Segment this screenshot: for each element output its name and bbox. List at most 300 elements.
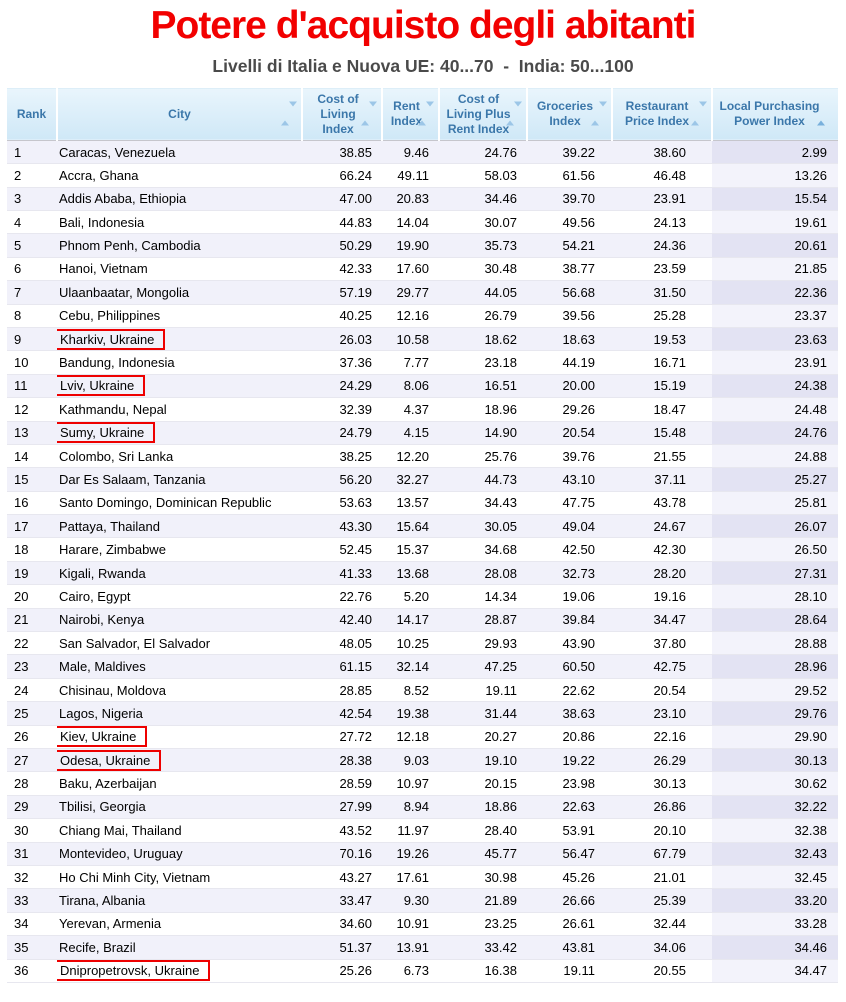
groceries-cell: 38.77: [527, 257, 612, 280]
restaurant-price-cell: 34.06: [612, 936, 712, 959]
cost-of-living-cell: 50.29: [302, 234, 382, 257]
sort-both-icon: [591, 107, 607, 122]
city-label: San Salvador, El Salvador: [59, 635, 211, 651]
restaurant-price-cell: 38.60: [612, 140, 712, 163]
rank-cell: 3: [7, 187, 57, 210]
city-label: Nairobi, Kenya: [59, 612, 145, 628]
cost-of-living-plus-rent-cell: 34.68: [439, 538, 527, 561]
rank-cell: 7: [7, 281, 57, 304]
city-label: Chisinau, Moldova: [59, 682, 166, 698]
table-row: [7, 538, 838, 561]
rank-cell: 32: [7, 865, 57, 888]
rent-index-cell: 9.46: [382, 140, 439, 163]
table-row: [7, 468, 838, 491]
rent-index-cell: 17.61: [382, 865, 439, 888]
page-subtitle: Livelli di Italia e Nuova UE: 40...70 - India: 50...100: [212, 55, 634, 76]
purchasing-power-cell: 25.27: [712, 468, 838, 491]
cost-of-living-plus-rent-cell: 18.62: [439, 327, 527, 350]
rent-index-cell: 8.52: [382, 678, 439, 701]
cost-of-living-plus-rent-cell: 44.05: [439, 281, 527, 304]
cost-of-living-cell: 48.05: [302, 632, 382, 655]
restaurant-price-cell: 15.48: [612, 421, 712, 444]
city-label-highlighted: Kharkiv, Ukraine: [57, 329, 165, 350]
cost-of-living-plus-rent-cell: 19.10: [439, 749, 527, 772]
purchasing-power-cell: 28.10: [712, 585, 838, 608]
rent-index-cell: 4.15: [382, 421, 439, 444]
groceries-cell: 22.63: [527, 795, 612, 818]
restaurant-price-cell: 22.16: [612, 725, 712, 748]
cost-of-living-cell: 42.54: [302, 702, 382, 725]
purchasing-power-cell: 20.61: [712, 234, 838, 257]
city-label: Montevideo, Uruguay: [59, 846, 183, 862]
city-cell: [57, 865, 302, 888]
restaurant-price-cell: 67.79: [612, 842, 712, 865]
cost-of-living-plus-rent-cell: 28.87: [439, 608, 527, 631]
table-row: [7, 561, 838, 584]
groceries-cell: 18.63: [527, 327, 612, 350]
column-header-cost-of-living-plus-rent[interactable]: [439, 88, 527, 140]
purchasing-power-cell: 23.91: [712, 351, 838, 374]
table-row: [7, 374, 838, 397]
city-label: Ho Chi Minh City, Vietnam: [59, 869, 211, 885]
city-label: Kathmandu, Nepal: [59, 401, 167, 417]
restaurant-price-cell: 43.78: [612, 491, 712, 514]
groceries-cell: 43.10: [527, 468, 612, 491]
cost-of-living-cell: 42.33: [302, 257, 382, 280]
table-row: [7, 211, 838, 234]
rank-cell: 24: [7, 678, 57, 701]
cost-of-living-cell: 32.39: [302, 398, 382, 421]
groceries-cell: 23.98: [527, 772, 612, 795]
table-header: [7, 88, 838, 140]
city-label: Recife, Brazil: [59, 939, 136, 955]
cost-of-living-cell: 34.60: [302, 912, 382, 935]
cost-of-living-cell: 33.47: [302, 889, 382, 912]
purchasing-power-cell: 13.26: [712, 164, 838, 187]
city-cell: [57, 211, 302, 234]
cost-of-living-cell: 27.72: [302, 725, 382, 748]
sort-both-icon: [361, 107, 377, 122]
table-row: [7, 608, 838, 631]
city-cell: [57, 959, 302, 982]
table-row: [7, 327, 838, 350]
rent-index-cell: 15.37: [382, 538, 439, 561]
restaurant-price-cell: 28.20: [612, 561, 712, 584]
purchasing-power-cell: 32.22: [712, 795, 838, 818]
city-cell: [57, 561, 302, 584]
rent-index-cell: 10.58: [382, 327, 439, 350]
city-cell: [57, 515, 302, 538]
city-label: Hanoi, Vietnam: [59, 261, 148, 277]
rank-cell: 8: [7, 304, 57, 327]
city-label: Yerevan, Armenia: [59, 916, 162, 932]
restaurant-price-cell: 18.47: [612, 398, 712, 421]
cost-of-living-cell: 52.45: [302, 538, 382, 561]
cost-of-living-cell: 27.99: [302, 795, 382, 818]
city-cell: [57, 398, 302, 421]
groceries-cell: 32.73: [527, 561, 612, 584]
cost-of-living-cell: 24.29: [302, 374, 382, 397]
city-cell: [57, 491, 302, 514]
city-label: Addis Ababa, Ethiopia: [59, 191, 187, 207]
rent-index-cell: 11.97: [382, 819, 439, 842]
restaurant-price-cell: 32.44: [612, 912, 712, 935]
city-label: Accra, Ghana: [59, 167, 139, 183]
sort-ascending-icon: [817, 107, 825, 122]
restaurant-price-cell: 20.55: [612, 959, 712, 982]
restaurant-price-cell: 24.13: [612, 211, 712, 234]
groceries-cell: 20.00: [527, 374, 612, 397]
table-row: [7, 819, 838, 842]
table-header-row: [7, 88, 838, 140]
restaurant-price-cell: 16.71: [612, 351, 712, 374]
rank-cell: 20: [7, 585, 57, 608]
table-row: [7, 749, 838, 772]
cost-of-living-plus-rent-cell: 20.27: [439, 725, 527, 748]
groceries-cell: 19.06: [527, 585, 612, 608]
table-body: [7, 140, 838, 982]
city-cell: [57, 257, 302, 280]
city-label-highlighted: Odesa, Ukraine: [57, 750, 161, 771]
groceries-cell: 43.90: [527, 632, 612, 655]
rank-cell: 23: [7, 655, 57, 678]
table-row: [7, 515, 838, 538]
rank-cell: 19: [7, 561, 57, 584]
purchasing-power-cell: 26.07: [712, 515, 838, 538]
city-cell: [57, 281, 302, 304]
cost-of-living-plus-rent-cell: 47.25: [439, 655, 527, 678]
purchasing-power-cell: 32.43: [712, 842, 838, 865]
city-cell: [57, 795, 302, 818]
restaurant-price-cell: 42.75: [612, 655, 712, 678]
restaurant-price-cell: 37.80: [612, 632, 712, 655]
column-header-groceries[interactable]: [527, 88, 612, 140]
cost-of-living-plus-rent-cell: 14.34: [439, 585, 527, 608]
rent-index-cell: 49.11: [382, 164, 439, 187]
city-cell: [57, 327, 302, 350]
cost-of-living-cell: 47.00: [302, 187, 382, 210]
table-row: [7, 444, 838, 467]
restaurant-price-cell: 19.16: [612, 585, 712, 608]
cost-of-living-cell: 57.19: [302, 281, 382, 304]
groceries-cell: 39.84: [527, 608, 612, 631]
cost-of-living-cell: 37.36: [302, 351, 382, 374]
purchasing-power-cell: 32.45: [712, 865, 838, 888]
rent-index-cell: 14.04: [382, 211, 439, 234]
rank-cell: 18: [7, 538, 57, 561]
groceries-cell: 44.19: [527, 351, 612, 374]
city-cell: [57, 655, 302, 678]
restaurant-price-cell: 30.13: [612, 772, 712, 795]
table-row: [7, 912, 838, 935]
restaurant-price-cell: 25.39: [612, 889, 712, 912]
purchasing-power-cell: 15.54: [712, 187, 838, 210]
cost-of-living-plus-rent-cell: 14.90: [439, 421, 527, 444]
cost-of-living-cell: 53.63: [302, 491, 382, 514]
rank-cell: 28: [7, 772, 57, 795]
rent-index-cell: 19.90: [382, 234, 439, 257]
rank-cell: 1: [7, 140, 57, 163]
rank-cell: 13: [7, 421, 57, 444]
city-cell: [57, 772, 302, 795]
restaurant-price-cell: 25.28: [612, 304, 712, 327]
cost-of-living-plus-rent-cell: 24.76: [439, 140, 527, 163]
rent-index-cell: 12.18: [382, 725, 439, 748]
sort-both-icon: [281, 107, 297, 122]
table-row: [7, 234, 838, 257]
rank-cell: 26: [7, 725, 57, 748]
groceries-cell: 22.62: [527, 678, 612, 701]
cost-of-living-plus-rent-cell: 16.51: [439, 374, 527, 397]
rank-cell: 16: [7, 491, 57, 514]
groceries-cell: 29.26: [527, 398, 612, 421]
cost-of-living-table: [7, 88, 838, 983]
restaurant-price-cell: 23.91: [612, 187, 712, 210]
groceries-cell: 19.22: [527, 749, 612, 772]
restaurant-price-cell: 46.48: [612, 164, 712, 187]
city-label: Bali, Indonesia: [59, 214, 145, 230]
rent-index-cell: 8.94: [382, 795, 439, 818]
cost-of-living-plus-rent-cell: 20.15: [439, 772, 527, 795]
purchasing-power-cell: 25.81: [712, 491, 838, 514]
rank-cell: 15: [7, 468, 57, 491]
city-label: Dar Es Salaam, Tanzania: [59, 472, 206, 487]
rent-index-cell: 19.26: [382, 842, 439, 865]
purchasing-power-cell: 29.90: [712, 725, 838, 748]
rank-cell: 29: [7, 795, 57, 818]
column-header-rent[interactable]: [382, 88, 439, 140]
cost-of-living-plus-rent-cell: 44.73: [439, 468, 527, 491]
column-label: Groceries Index: [536, 99, 594, 129]
city-cell: [57, 725, 302, 748]
city-label: Chiang Mai, Thailand: [59, 822, 182, 838]
city-label: Cebu, Philippines: [59, 308, 161, 324]
column-label: Local Purchasing Power Index: [719, 99, 820, 129]
table-row: [7, 936, 838, 959]
city-cell: [57, 234, 302, 257]
table-row: [7, 140, 838, 163]
rank-cell: 14: [7, 444, 57, 467]
city-cell: [57, 608, 302, 631]
rent-index-cell: 5.20: [382, 585, 439, 608]
table-row: [7, 257, 838, 280]
restaurant-price-cell: 26.29: [612, 749, 712, 772]
rank-cell: 21: [7, 608, 57, 631]
restaurant-price-cell: 26.86: [612, 795, 712, 818]
cost-of-living-plus-rent-cell: 30.98: [439, 865, 527, 888]
purchasing-power-cell: 34.46: [712, 936, 838, 959]
rank-cell: 5: [7, 234, 57, 257]
rank-cell: 12: [7, 398, 57, 421]
table-row: [7, 351, 838, 374]
sort-both-icon: [506, 107, 522, 122]
city-cell: [57, 819, 302, 842]
cost-of-living-plus-rent-cell: 28.08: [439, 561, 527, 584]
column-header-cost-of-living[interactable]: [302, 88, 382, 140]
rank-cell: 11: [7, 374, 57, 397]
purchasing-power-cell: 28.88: [712, 632, 838, 655]
city-label: Bandung, Indonesia: [59, 355, 175, 371]
restaurant-price-cell: 23.59: [612, 257, 712, 280]
cost-of-living-plus-rent-cell: 58.03: [439, 164, 527, 187]
page-title: Potere d'acquisto degli abitanti: [150, 4, 696, 47]
rent-index-cell: 29.77: [382, 281, 439, 304]
rank-cell: 31: [7, 842, 57, 865]
city-label: Caracas, Venezuela: [59, 144, 176, 160]
groceries-cell: 19.11: [527, 959, 612, 982]
rent-index-cell: 32.27: [382, 468, 439, 491]
cost-of-living-plus-rent-cell: 18.86: [439, 795, 527, 818]
rank-cell: 36: [7, 959, 57, 982]
column-header-local-purchasing-power[interactable]: [712, 88, 838, 140]
restaurant-price-cell: 24.36: [612, 234, 712, 257]
column-label: Restaurant Price Index: [624, 99, 690, 129]
groceries-cell: 20.86: [527, 725, 612, 748]
city-cell: [57, 140, 302, 163]
table-row: [7, 842, 838, 865]
groceries-cell: 53.91: [527, 819, 612, 842]
restaurant-price-cell: 31.50: [612, 281, 712, 304]
column-label: Cost of Living Plus Rent Index: [446, 91, 511, 136]
city-cell: [57, 585, 302, 608]
cost-of-living-plus-rent-cell: 23.18: [439, 351, 527, 374]
restaurant-price-cell: 21.55: [612, 444, 712, 467]
column-label: Rank: [16, 106, 47, 121]
column-header-restaurant-price[interactable]: [612, 88, 712, 140]
groceries-cell: 49.04: [527, 515, 612, 538]
rent-index-cell: 8.06: [382, 374, 439, 397]
cost-of-living-cell: 24.79: [302, 421, 382, 444]
cost-of-living-plus-rent-cell: 34.43: [439, 491, 527, 514]
city-label: Pattaya, Thailand: [59, 518, 160, 534]
cost-of-living-cell: 43.52: [302, 819, 382, 842]
table-row: [7, 304, 838, 327]
cost-of-living-plus-rent-cell: 45.77: [439, 842, 527, 865]
purchasing-power-cell: 24.38: [712, 374, 838, 397]
city-cell: [57, 936, 302, 959]
cost-of-living-cell: 28.85: [302, 678, 382, 701]
cost-of-living-cell: 26.03: [302, 327, 382, 350]
restaurant-price-cell: 23.10: [612, 702, 712, 725]
groceries-cell: 61.56: [527, 164, 612, 187]
rank-cell: 25: [7, 702, 57, 725]
cost-of-living-cell: 56.20: [302, 468, 382, 491]
cost-of-living-cell: 42.40: [302, 608, 382, 631]
column-label: City: [168, 106, 191, 121]
city-label: Harare, Zimbabwe: [59, 542, 166, 558]
groceries-cell: 47.75: [527, 491, 612, 514]
groceries-cell: 20.54: [527, 421, 612, 444]
city-cell: [57, 444, 302, 467]
city-label: Tbilisi, Georgia: [59, 799, 146, 815]
purchasing-power-cell: 34.47: [712, 959, 838, 982]
city-cell: [57, 351, 302, 374]
groceries-cell: 45.26: [527, 865, 612, 888]
purchasing-power-cell: 19.61: [712, 211, 838, 234]
city-cell: [57, 538, 302, 561]
groceries-cell: 43.81: [527, 936, 612, 959]
rent-index-cell: 7.77: [382, 351, 439, 374]
cost-of-living-cell: 43.27: [302, 865, 382, 888]
groceries-cell: 42.50: [527, 538, 612, 561]
groceries-cell: 56.47: [527, 842, 612, 865]
rank-cell: 33: [7, 889, 57, 912]
rent-index-cell: 13.57: [382, 491, 439, 514]
rank-cell: 22: [7, 632, 57, 655]
city-label: Lagos, Nigeria: [59, 705, 143, 721]
restaurant-price-cell: 20.54: [612, 678, 712, 701]
groceries-cell: 39.76: [527, 444, 612, 467]
cost-of-living-cell: 40.25: [302, 304, 382, 327]
column-header-rank[interactable]: [7, 88, 57, 140]
purchasing-power-cell: 24.48: [712, 398, 838, 421]
purchasing-power-cell: 33.28: [712, 912, 838, 935]
table-row: [7, 889, 838, 912]
rent-index-cell: 15.64: [382, 515, 439, 538]
purchasing-power-cell: 32.38: [712, 819, 838, 842]
cost-of-living-plus-rent-cell: 35.73: [439, 234, 527, 257]
purchasing-power-cell: 33.20: [712, 889, 838, 912]
city-cell: [57, 889, 302, 912]
table-row: [7, 725, 838, 748]
purchasing-power-cell: 23.63: [712, 327, 838, 350]
cost-of-living-cell: 25.26: [302, 959, 382, 982]
table-row: [7, 959, 838, 982]
groceries-cell: 38.63: [527, 702, 612, 725]
table-row: [7, 678, 838, 701]
cost-of-living-plus-rent-cell: 16.38: [439, 959, 527, 982]
table-row: [7, 865, 838, 888]
cost-of-living-cell: 70.16: [302, 842, 382, 865]
cost-of-living-plus-rent-cell: 30.07: [439, 211, 527, 234]
rank-cell: 34: [7, 912, 57, 935]
restaurant-price-cell: 24.67: [612, 515, 712, 538]
rank-cell: 10: [7, 351, 57, 374]
city-cell: [57, 702, 302, 725]
table-row: [7, 281, 838, 304]
city-label: Baku, Azerbaijan: [59, 776, 157, 792]
cost-of-living-cell: 43.30: [302, 515, 382, 538]
rent-index-cell: 4.37: [382, 398, 439, 421]
cost-of-living-plus-rent-cell: 25.76: [439, 444, 527, 467]
rank-cell: 30: [7, 819, 57, 842]
column-header-city[interactable]: [57, 88, 302, 140]
restaurant-price-cell: 19.53: [612, 327, 712, 350]
purchasing-power-cell: 24.88: [712, 444, 838, 467]
restaurant-price-cell: 42.30: [612, 538, 712, 561]
city-label: Kigali, Rwanda: [59, 565, 146, 581]
rent-index-cell: 9.03: [382, 749, 439, 772]
rent-index-cell: 12.20: [382, 444, 439, 467]
rank-cell: 4: [7, 211, 57, 234]
rent-index-cell: 14.17: [382, 608, 439, 631]
cost-of-living-cell: 61.15: [302, 655, 382, 678]
city-cell: [57, 468, 302, 491]
rent-index-cell: 32.14: [382, 655, 439, 678]
restaurant-price-cell: 21.01: [612, 865, 712, 888]
purchasing-power-cell: 27.31: [712, 561, 838, 584]
cost-of-living-plus-rent-cell: 21.89: [439, 889, 527, 912]
groceries-cell: 39.56: [527, 304, 612, 327]
city-label-highlighted: Lviv, Ukraine: [57, 375, 145, 396]
city-cell: [57, 678, 302, 701]
rent-index-cell: 6.73: [382, 959, 439, 982]
city-cell: [57, 164, 302, 187]
table-row: [7, 655, 838, 678]
table-row: [7, 702, 838, 725]
rent-index-cell: 10.25: [382, 632, 439, 655]
city-label-highlighted: Kiev, Ukraine: [57, 726, 147, 747]
